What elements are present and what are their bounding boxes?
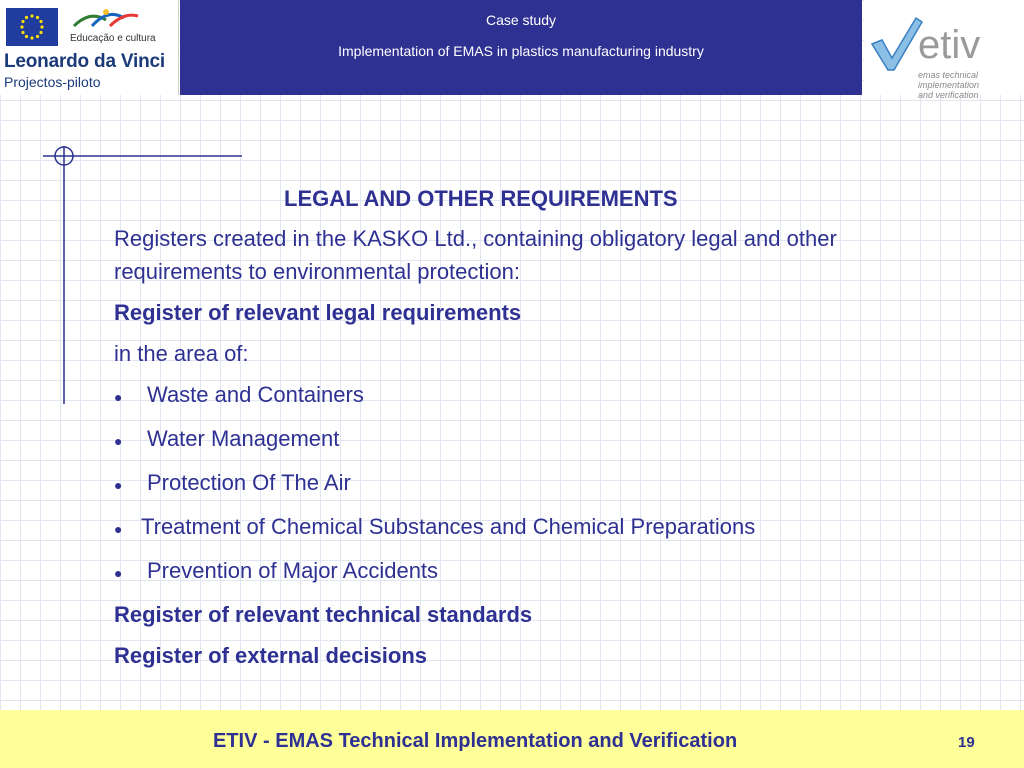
leonardo-da-vinci-logo (0, 0, 179, 95)
bullet-text: Prevention of Major Accidents (147, 558, 439, 583)
bullet-text: Waste and Containers (147, 382, 364, 407)
bullet-item (114, 510, 954, 546)
etiv-caption-line2: and verification (918, 90, 979, 100)
leonardo-da-vinci-title: Leonardo da Vinci (4, 51, 165, 72)
footer-title: ETIV - EMAS Technical Implementation and Verification (213, 730, 738, 752)
slide-supertitle: Case study (485, 12, 557, 28)
bullet-icon: ● (114, 433, 123, 449)
intro-paragraph: Registers created in the KASKO Ltd., containing obligatory legal and other requirements to environmental protection: (114, 226, 837, 284)
bullet-icon: ● (114, 389, 123, 405)
footer-bar (0, 710, 1024, 768)
bullet-item (114, 466, 954, 502)
education-culture-label: Educação e cultura (70, 33, 156, 44)
area-intro: in the area of: (114, 341, 249, 366)
title-band (180, 0, 862, 95)
bullet-item (114, 554, 954, 590)
education-culture-emblem (72, 6, 142, 30)
bullet-item (114, 378, 954, 414)
etiv-caption-line1: emas technical implementation (918, 70, 980, 90)
projectos-piloto-label: Projectos-piloto (4, 74, 101, 90)
register-technical-standards: Register of relevant technical standards (114, 602, 533, 627)
bullet-item (114, 422, 954, 458)
slide-content (114, 186, 954, 680)
section-heading: LEGAL AND OTHER REQUIREMENTS (284, 186, 678, 211)
bullet-text: Treatment of Chemical Substances and Chemical Preparations (141, 514, 756, 539)
etiv-caption (918, 70, 1024, 100)
slide-title: Implementation of EMAS in plastics manufacturing industry (338, 43, 704, 59)
bullet-text: Water Management (147, 426, 340, 451)
bullet-icon: ● (114, 565, 123, 581)
etiv-logo-area (864, 0, 1024, 100)
register-legal-requirements: Register of relevant legal requirements (114, 300, 522, 325)
page-number: 19 (958, 734, 975, 751)
eu-flag-icon (6, 8, 58, 46)
etiv-checkmark-logo (868, 14, 1022, 76)
bullet-icon: ● (114, 477, 123, 493)
bullet-icon: ● (114, 521, 123, 537)
etiv-wordmark: etiv (918, 23, 981, 67)
bullet-text: Protection Of The Air (147, 470, 351, 495)
register-external-decisions: Register of external decisions (114, 643, 427, 668)
